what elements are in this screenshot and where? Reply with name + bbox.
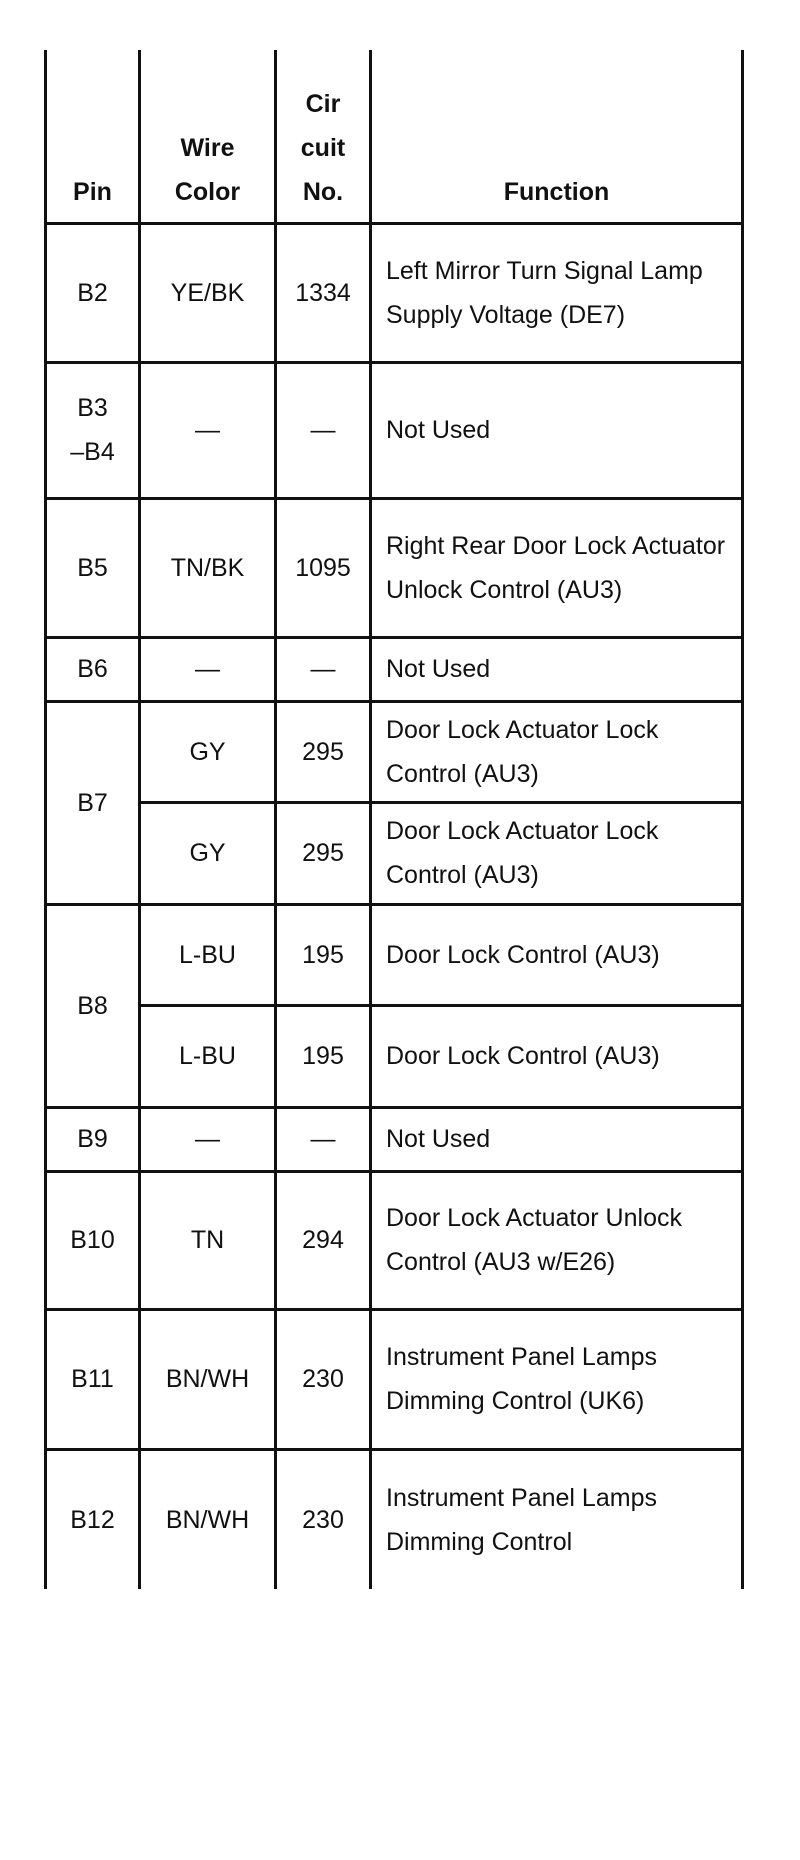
circuit-cell: 295 [276, 802, 371, 904]
wire-color-cell: — [140, 362, 276, 498]
circuit-cell: — [276, 362, 371, 498]
function-cell: Door Lock Actuator Unlock Control (AU3 w/E26) [371, 1171, 743, 1309]
table-row-b12 [46, 1449, 743, 1589]
wire-color-cell: L-BU [140, 904, 276, 1005]
circuit-cell: 1334 [276, 223, 371, 362]
table-row-b7-b [46, 802, 743, 904]
table-row-b5 [46, 498, 743, 637]
pin-cell: B11 [46, 1309, 140, 1449]
wire-color-cell: — [140, 1107, 276, 1171]
function-cell: Not Used [371, 637, 743, 701]
circuit-cell: 295 [276, 701, 371, 802]
function-cell: Left Mirror Turn Signal Lamp Supply Voltage (DE7) [371, 223, 743, 362]
wire-color-cell: GY [140, 802, 276, 904]
wire-color-cell: YE/BK [140, 223, 276, 362]
connector-pinout-table [44, 50, 744, 1589]
wire-color-cell: L-BU [140, 1005, 276, 1107]
circuit-cell: 230 [276, 1309, 371, 1449]
pin-cell: B2 [46, 223, 140, 362]
table-row-b8-a [46, 904, 743, 1005]
function-cell: Door Lock Control (AU3) [371, 904, 743, 1005]
wire-color-cell: TN [140, 1171, 276, 1309]
header-pin: Pin [46, 50, 140, 223]
header-row [46, 50, 743, 223]
pin-cell: B9 [46, 1107, 140, 1171]
pin-cell: B6 [46, 637, 140, 701]
circuit-cell: 195 [276, 904, 371, 1005]
circuit-cell: 294 [276, 1171, 371, 1309]
circuit-cell: 195 [276, 1005, 371, 1107]
function-cell: Not Used [371, 1107, 743, 1171]
function-cell: Door Lock Actuator Lock Control (AU3) [371, 802, 743, 904]
function-cell: Right Rear Door Lock Actuator Unlock Control (AU3) [371, 498, 743, 637]
table-row-b3-b4 [46, 362, 743, 498]
pin-cell: B5 [46, 498, 140, 637]
header-circuit-no: Cir cuit No. [276, 50, 371, 223]
circuit-cell: — [276, 637, 371, 701]
table-row-b2 [46, 223, 743, 362]
function-cell: Door Lock Actuator Lock Control (AU3) [371, 701, 743, 802]
function-cell: Instrument Panel Lamps Dimming Control (UK6) [371, 1309, 743, 1449]
table-row-b8-b [46, 1005, 743, 1107]
pin-cell: B10 [46, 1171, 140, 1309]
pin-cell: B3 –B4 [46, 362, 140, 498]
wire-color-cell: TN/BK [140, 498, 276, 637]
function-cell: Door Lock Control (AU3) [371, 1005, 743, 1107]
pin-cell: B8 [46, 904, 140, 1107]
circuit-cell: 1095 [276, 498, 371, 637]
function-cell: Instrument Panel Lamps Dimming Control [371, 1449, 743, 1589]
table-row-b7-a [46, 701, 743, 802]
wire-color-cell: — [140, 637, 276, 701]
header-wire-color: Wire Color [140, 50, 276, 223]
table-row-b9 [46, 1107, 743, 1171]
table-row-b10 [46, 1171, 743, 1309]
wire-color-cell: BN/WH [140, 1449, 276, 1589]
circuit-cell: — [276, 1107, 371, 1171]
circuit-cell: 230 [276, 1449, 371, 1589]
wire-color-cell: GY [140, 701, 276, 802]
pin-cell: B7 [46, 701, 140, 904]
function-cell: Not Used [371, 362, 743, 498]
header-function: Function [371, 50, 743, 223]
pin-cell: B12 [46, 1449, 140, 1589]
table-row-b6 [46, 637, 743, 701]
wire-color-cell: BN/WH [140, 1309, 276, 1449]
table-row-b11 [46, 1309, 743, 1449]
